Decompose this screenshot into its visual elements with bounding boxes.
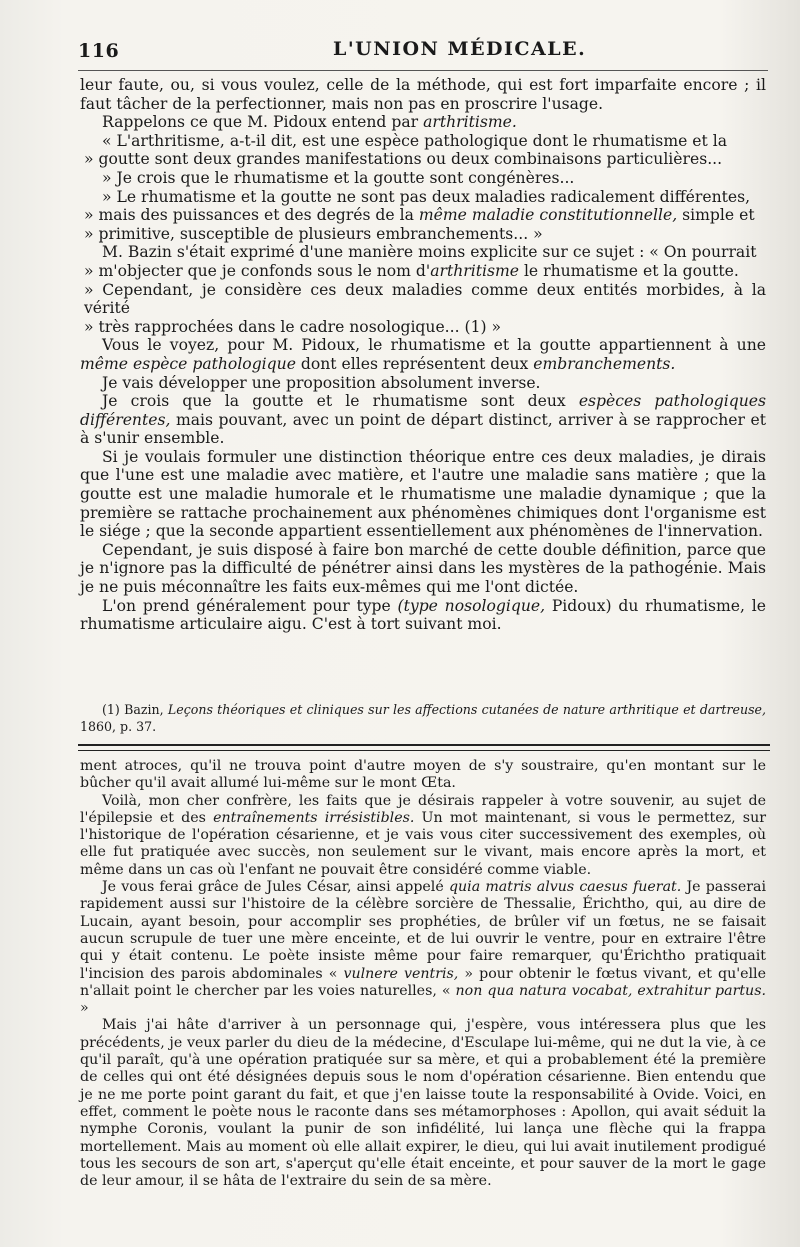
quote-line: « L'arthritisme, a-t-il dit, est une espèce pathologique dont le rhumatisme et la xyxy=(102,131,728,150)
paragraph: L'on prend généralement pour type (type nosologique, Pidoux) du rhumatisme, le rhumatisme articulaire aigu. C'est à tort suivant moi. xyxy=(80,596,766,634)
upper-article xyxy=(80,76,766,634)
quote-line: » primitive, susceptible de plusieurs embranchements... » xyxy=(84,224,543,243)
quote-line: » Cependant, je considère ces deux maladies comme deux entités morbides, à la vérité xyxy=(84,280,766,318)
paragraph: Je crois que la goutte et le rhumatisme sont deux espèces pathologiques différentes, mais pouvant, avec un point de départ distinct, arriver à se rapprocher et à s'unir ensemble. xyxy=(80,392,766,448)
quote-line: » mais des puissances et des degrés de la même maladie constitutionnelle, simple et xyxy=(84,206,755,225)
quote-line: » Je crois que le rhumatisme et la goutte sont congénères... xyxy=(102,168,575,187)
paragraph: Mais j'ai hâte d'arriver à un personnage qui, j'espère, vous intéressera plus que les précédents, je veux parler du dieu de la médecine, d'Esculape lui-même, qui ne dut la vie, à ce qu'il paraît, qu'à une opération pratiquée sur sa mère, et qui a probablement été la première de celles qui ont été désignées depuis sous le nom d'opération césarienne. Bien entendu que je ne me porte point garant du fait, et que j'en laisse toute la responsabilité à Ovide. Voici, en effet, comment le poète nous le raconte dans ses métamorphoses : Apollon, qui avait séduit la nymphe Coronis, voulant la punir de son infidélité, lui lança une flèche qui la frappa mortellement. Mais au moment où elle allait expirer, le dieu, qui lui avait inutilement prodigué tous les secours de son art, s'aperçut qu'elle était enceinte, et pour sauver de la mort le gage de leur amour, il se hâta de l'extraire du sein de sa mère. xyxy=(80,1017,766,1190)
quote-line: » Le rhumatisme et la goutte ne sont pas deux maladies radicalement différentes, xyxy=(102,187,751,206)
footnote xyxy=(80,701,766,735)
page-number: 116 xyxy=(78,40,120,62)
paragraph: leur faute, ou, si vous voulez, celle de la méthode, qui est fort imparfaite encore ; il faut tâcher de la perfectionner, mais non pas en proscrire l'usage. xyxy=(80,76,766,113)
quote-line: » goutte sont deux grandes manifestations ou deux combinaisons particulières... xyxy=(84,150,723,169)
footnote-text: (1) Bazin, Leçons théoriques et cliniques sur les affections cutanées de nature arthritique et dartreuse, 1860, p. 37. xyxy=(80,702,766,734)
paragraph: Vous le voyez, pour M. Pidoux, le rhumatisme et la goutte appartiennent à une même espèce pathologique dont elles représentent deux embranchements. xyxy=(80,336,766,373)
paragraph: Voilà, mon cher confrère, les faits que je désirais rappeler à votre souvenir, au sujet de l'épilepsie et des entraînements irrésistibles. Un mot maintenant, si vous le permettez, sur l'historique de l'opération césarienne, et je vais vous citer successivement des exemples, où elle fut pratiquée avec succès, non seulement sur le vivant, mais encore après la mort, et même dans un cas où l'enfant ne pouvait être considéré comme viable. xyxy=(80,792,766,878)
paragraph: M. Bazin s'était exprimé d'une manière moins explicite sur ce sujet : « On pourrait xyxy=(102,243,757,262)
header-rule xyxy=(78,70,768,71)
quote-line: » très rapprochées dans le cadre nosologique... (1) » xyxy=(84,317,502,336)
section-divider xyxy=(78,744,770,751)
paragraph: ment atroces, qu'il ne trouva point d'autre moyen de s'y soustraire, qu'en montant sur le bûcher qu'il avait allumé lui-même sur le mont Œta. xyxy=(80,758,766,792)
journal-title: L'UNION MÉDICALE. xyxy=(333,38,587,60)
page-header xyxy=(78,30,768,66)
paragraph: Si je voulais formuler une distinction théorique entre ces deux maladies, je dirais que l'une est une maladie avec matière, et l'autre une maladie sans matière ; que la goutte est une maladie humorale et le rhumatisme une maladie dynamique ; que la première se rattache prochainement aux phénomènes chimiques dont l'organisme est le siége ; que la seconde appartient essentiellement aux phénomènes de l'innervation. xyxy=(80,447,766,541)
paragraph: Je vous ferai grâce de Jules César, ainsi appelé quia matris alvus caesus fuerat. Je passerai rapidement aussi sur l'histoire de la célèbre sorcière de Thessalie, Érichtho, qui, au dire de Lucain, ayant besoin, pour accomplir ses prophéties, de brûler vif un fœtus, ne se faisait aucun scrupule de tuer une mère enceinte, et de lui ouvrir le ventre, pour en extraire l'être qui y était contenu. Le poète insiste même pour faire remarquer, qu'Érichtho pratiquait l'incision des parois abdominales « vulnere ventris, » pour obtenir le fœtus vivant, et qu'elle n'allait point le chercher par les voies naturelles, « non qua natura vocabat, extrahitur partus. » xyxy=(80,879,766,1017)
paragraph: Cependant, je suis disposé à faire bon marché de cette double définition, parce que je n'ignore pas la difficulté de pénétrer ainsi dans les mystères de la pathogénie. Mais je ne puis méconnaître les faits eux-mêmes qui me l'ont dictée. xyxy=(80,540,766,597)
paragraph: Je vais développer une proposition absolument inverse. xyxy=(102,373,541,392)
quote-line: » m'objecter que je confonds sous le nom d'arthritisme le rhumatisme et la goutte. xyxy=(84,261,739,280)
paragraph: Rappelons ce que M. Pidoux entend par arthritisme. xyxy=(102,113,517,132)
lower-feuilleton xyxy=(80,758,766,1190)
